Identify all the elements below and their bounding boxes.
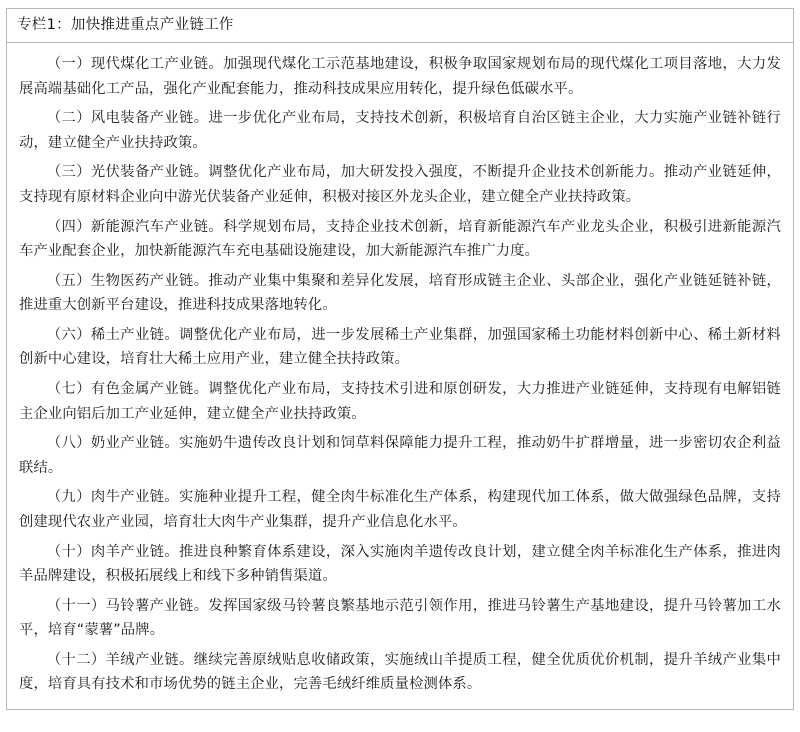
paragraph: （十二）羊绒产业链。继续完善原绒贴息收储政策，实施绒山羊提质工程，健全优质优价机制，提升羊绒产业集中度，培育具有技术和市场优势的链主企业，完善毛绒纤维质量检测体系。 bbox=[19, 651, 781, 693]
paragraph: （五）生物医药产业链。推动产业集中集聚和差异化发展，培育形成链主企业、头部企业，强化产业链延链补链，推进重大创新平台建设，推进科技成果落地转化。 bbox=[19, 272, 781, 314]
paragraph: （十）肉羊产业链。推进良种繁育体系建设，深入实施肉羊遗传改良计划，建立健全肉羊标准化生产体系，推进肉羊品牌建设，积极拓展线上和线下多种销售渠道。 bbox=[19, 543, 781, 585]
column-box-body bbox=[7, 43, 793, 709]
paragraph: （十一）马铃薯产业链。发挥国家级马铃薯良繁基地示范引领作用，推进马铃薯生产基地建设，提升马铃薯加工水平，培育“蒙薯”品牌。 bbox=[19, 597, 781, 639]
paragraph: （八）奶业产业链。实施奶牛遗传改良计划和饲草料保障能力提升工程，推动奶牛扩群增量，进一步密切农企利益联结。 bbox=[19, 435, 781, 476]
paragraph: （九）肉牛产业链。实施种业提升工程，健全肉牛标准化生产体系，构建现代加工体系，做大做强绿色品牌，支持创建现代农业产业园，培育壮大肉牛产业集群，提升产业信息化水平。 bbox=[19, 489, 781, 530]
paragraph: （七）有色金属产业链。调整优化产业布局，支持技术引进和原创研发，大力推进产业链延伸，支持现有电解铝链主企业向铝后加工产业延伸，建立健全产业扶持政策。 bbox=[19, 381, 781, 422]
paragraph: （六）稀土产业链。调整优化产业布局，进一步发展稀土产业集群，加强国家稀土功能材料创新中心、稀土新材料创新中心建设，培育壮大稀土应用产业，建立健全扶持政策。 bbox=[19, 326, 781, 368]
paragraph: （二）风电装备产业链。进一步优化产业布局，支持技术创新，积极培育自治区链主企业，大力实施产业链补链行动，建立健全产业扶持政策。 bbox=[19, 110, 781, 151]
column-box-title: 专栏1：加快推进重点产业链工作 bbox=[7, 9, 793, 43]
column-box bbox=[6, 8, 794, 710]
paragraph: （四）新能源汽车产业链。科学规划布局，支持企业技术创新，培育新能源汽车产业龙头企业，积极引进新能源汽车产业配套企业，加快新能源汽车充电基础设施建设，加大新能源汽车推广力度。 bbox=[19, 218, 781, 260]
paragraph: （三）光伏装备产业链。调整优化产业布局，加大研发投入强度，不断提升企业技术创新能力。推动产业链延伸，支持现有原材料企业向中游光伏装备产业延伸，积极对接区外龙头企业，建立健全产业扶持政策。 bbox=[19, 164, 781, 206]
paragraph: （一）现代煤化工产业链。加强现代煤化工示范基地建设，积极争取国家规划布局的现代煤化工项目落地，大力发展高端基础化工产品，强化产业配套能力，推动科技成果应用转化，提升绿色低碳水平。 bbox=[19, 56, 781, 97]
